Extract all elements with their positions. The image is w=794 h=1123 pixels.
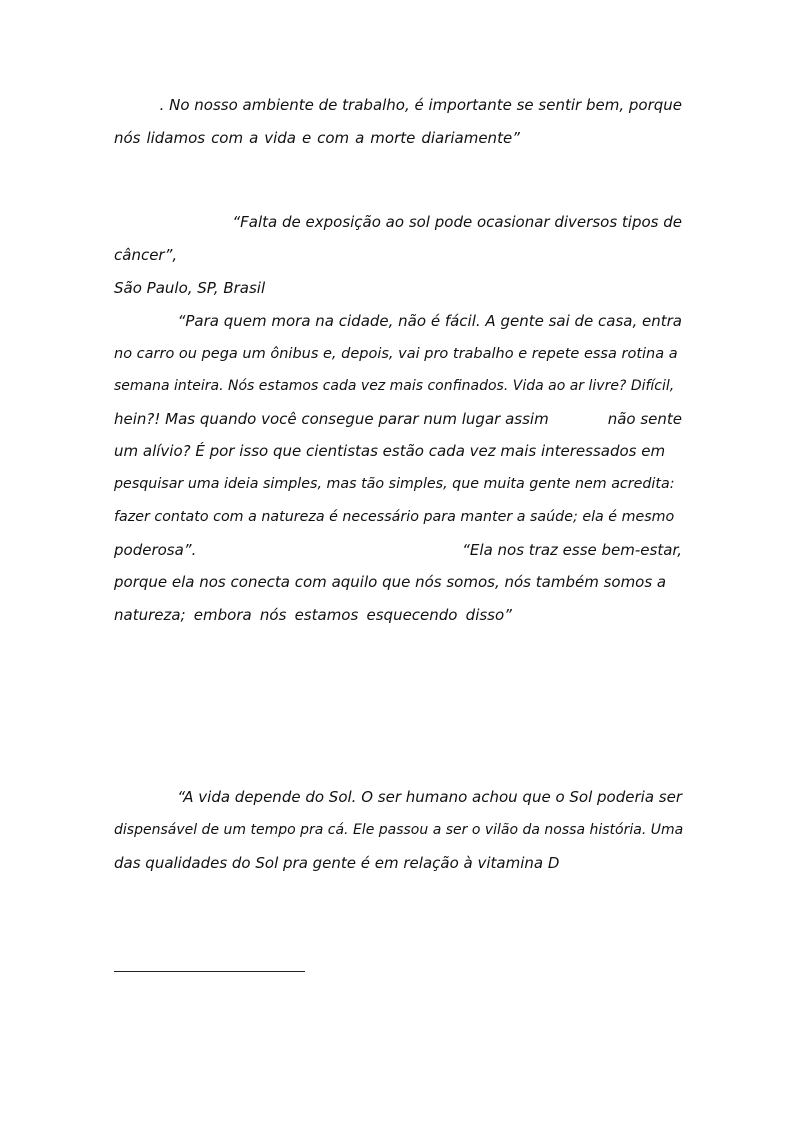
location-line: São Paulo, SP, Brasil: [114, 279, 266, 297]
paragraph-3-line-1: “Para quem mora na cidade, não é fácil. A gente sai de casa, entra: [177, 312, 682, 330]
paragraph-3-line-9: porque ela nos conecta com aquilo que nós somos, nós também somos a: [114, 573, 667, 591]
paragraph-1-line-1: . No nosso ambiente de trabalho, é importante se sentir bem, porque: [159, 96, 682, 114]
word: estamos: [294, 606, 359, 624]
word: lidamos: [146, 129, 206, 147]
paragraph-3-line-4: [114, 409, 682, 429]
word: vida: [264, 129, 296, 147]
line-segment-left: poderosa”.: [114, 541, 197, 559]
line-segment-left: hein?! Mas quando você consegue parar num lugar assim: [114, 410, 549, 428]
word: e: [301, 129, 312, 147]
word: disso”: [465, 606, 512, 624]
paragraph-4-line-1: “A vida depende do Sol. O ser humano achou que o Sol poderia ser: [177, 788, 682, 806]
word: a: [249, 129, 259, 147]
word: embora: [193, 606, 252, 624]
paragraph-3-line-2: no carro ou pega um ônibus e, depois, vai pro trabalho e repete essa rotina a: [114, 346, 678, 362]
paragraph-3-line-7: fazer contato com a natureza é necessário para manter a saúde; ela é mesmo: [114, 509, 675, 525]
word: natureza;: [114, 606, 186, 624]
word: com: [317, 129, 350, 147]
word: diariamente”: [421, 129, 520, 147]
line-segment-right: não sente: [607, 410, 682, 428]
word: com: [211, 129, 244, 147]
paragraph-1-line-2: [114, 128, 520, 148]
word: morte: [370, 129, 416, 147]
paragraph-4-line-2: dispensável de um tempo pra cá. Ele passou a ser o vilão da nossa história. Uma: [114, 822, 684, 838]
paragraph-4-line-3: das qualidades do Sol pra gente é em relação à vitamina D: [114, 854, 560, 872]
line-segment-right: “Ela nos traz esse bem-estar,: [462, 541, 682, 559]
word: nós: [259, 606, 287, 624]
paragraph-3-line-10: [114, 605, 512, 625]
word: a: [355, 129, 365, 147]
quote-line-2: câncer”,: [114, 246, 178, 264]
paragraph-3-line-8: [114, 540, 682, 560]
paragraph-3-line-3: semana inteira. Nós estamos cada vez mais confinados. Vida ao ar livre? Difícil,: [114, 378, 675, 394]
word: nós: [114, 129, 141, 147]
quote-line-1: “Falta de exposição ao sol pode ocasionar diversos tipos de: [232, 213, 682, 231]
word: esquecendo: [366, 606, 458, 624]
footnote-separator: [114, 971, 305, 972]
paragraph-3-line-6: pesquisar uma ideia simples, mas tão simples, que muita gente nem acredita:: [114, 476, 675, 492]
paragraph-3-line-5: um alívio? É por isso que cientistas estão cada vez mais interessados em: [114, 442, 666, 460]
